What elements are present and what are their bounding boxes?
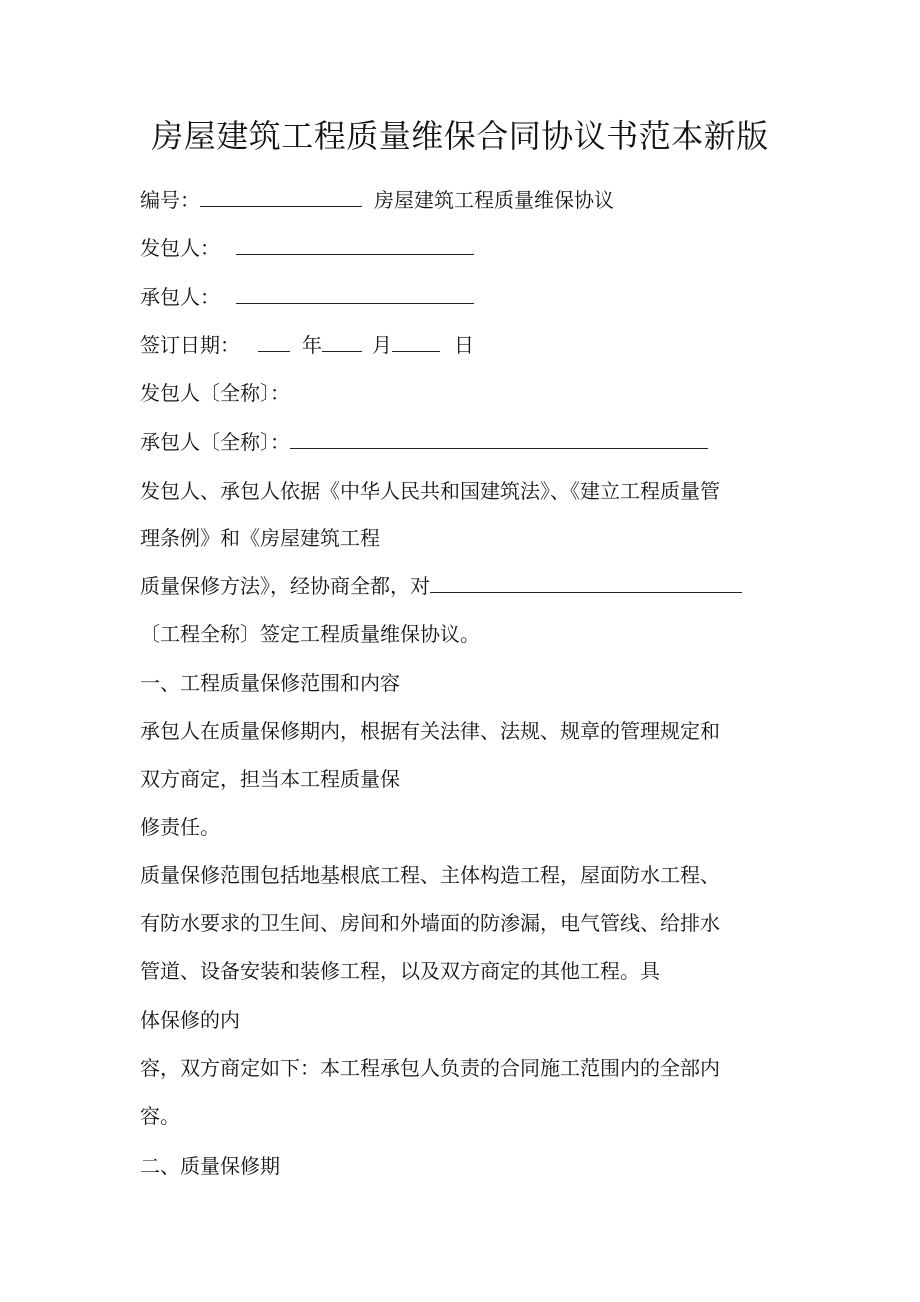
year-blank	[258, 331, 290, 352]
paragraph-3-line-3: 管道、设备安装和装修工程，以及双方商定的其他工程。具	[140, 959, 660, 983]
number-label: 编号：	[140, 188, 200, 212]
contractor-blank	[236, 283, 474, 304]
employer-label: 发包人：	[140, 236, 220, 260]
paragraph-4-line-2: 容。	[140, 1104, 180, 1128]
contractor-full-label: 承包人〔全称〕：	[140, 430, 290, 454]
year-label: 年	[302, 333, 322, 357]
paragraph-2-line-2: 双方商定，担当本工程质量保	[140, 767, 400, 791]
paragraph-4-line-1: 容，双方商定如下：本工程承包人负责的合同施工范围内的全部内	[140, 1056, 720, 1080]
contractor-full-blank	[290, 428, 708, 449]
project-name-blank	[430, 572, 742, 593]
number-line	[140, 185, 614, 215]
employer-full-label: 发包人〔全称〕：	[140, 381, 290, 405]
day-blank	[392, 331, 440, 352]
sign-date-label: 签订日期：	[140, 333, 240, 357]
contractor-label: 承包人：	[140, 285, 220, 309]
number-suffix: 房屋建筑工程质量维保协议	[374, 188, 614, 212]
employer-line	[140, 233, 474, 263]
paragraph-1-line-1: 发包人、承包人依据《中华人民共和国建筑法》、《建立工程质量管	[140, 479, 720, 503]
employer-blank	[236, 234, 474, 255]
number-blank	[200, 186, 362, 207]
contractor-line	[140, 282, 474, 312]
paragraph-3-line-4: 体保修的内	[140, 1008, 240, 1032]
day-label: 日	[454, 333, 474, 357]
employer-full-line	[140, 378, 290, 408]
section-2-heading: 二、质量保修期	[140, 1154, 280, 1178]
month-label: 月	[372, 333, 392, 357]
paragraph-3-line-2: 有防水要求的卫生间、房间和外墙面的防渗漏，电气管线、给排水	[140, 911, 720, 935]
section-1-heading: 一、工程质量保修范围和内容	[140, 671, 400, 695]
contractor-full-line	[140, 427, 708, 457]
document-title: 房屋建筑工程质量维保合同协议书范本新版	[151, 117, 769, 155]
paragraph-1-line-4: 〔工程全称〕签定工程质量维保协议。	[140, 622, 480, 646]
paragraph-1-line-3	[140, 571, 742, 601]
paragraph-1-line-3-text: 质量保修方法》，经协商全都，对	[140, 574, 430, 598]
sign-date-line	[140, 330, 474, 360]
paragraph-3-line-1: 质量保修范围包括地基根底工程、主体构造工程，屋面防水工程、	[140, 863, 720, 887]
paragraph-2-line-3: 修责任。	[140, 815, 220, 839]
paragraph-2-line-1: 承包人在质量保修期内，根据有关法律、法规、规章的管理规定和	[140, 719, 720, 743]
month-blank	[322, 331, 362, 352]
paragraph-1-line-2: 理条例》和《房屋建筑工程	[140, 526, 380, 550]
